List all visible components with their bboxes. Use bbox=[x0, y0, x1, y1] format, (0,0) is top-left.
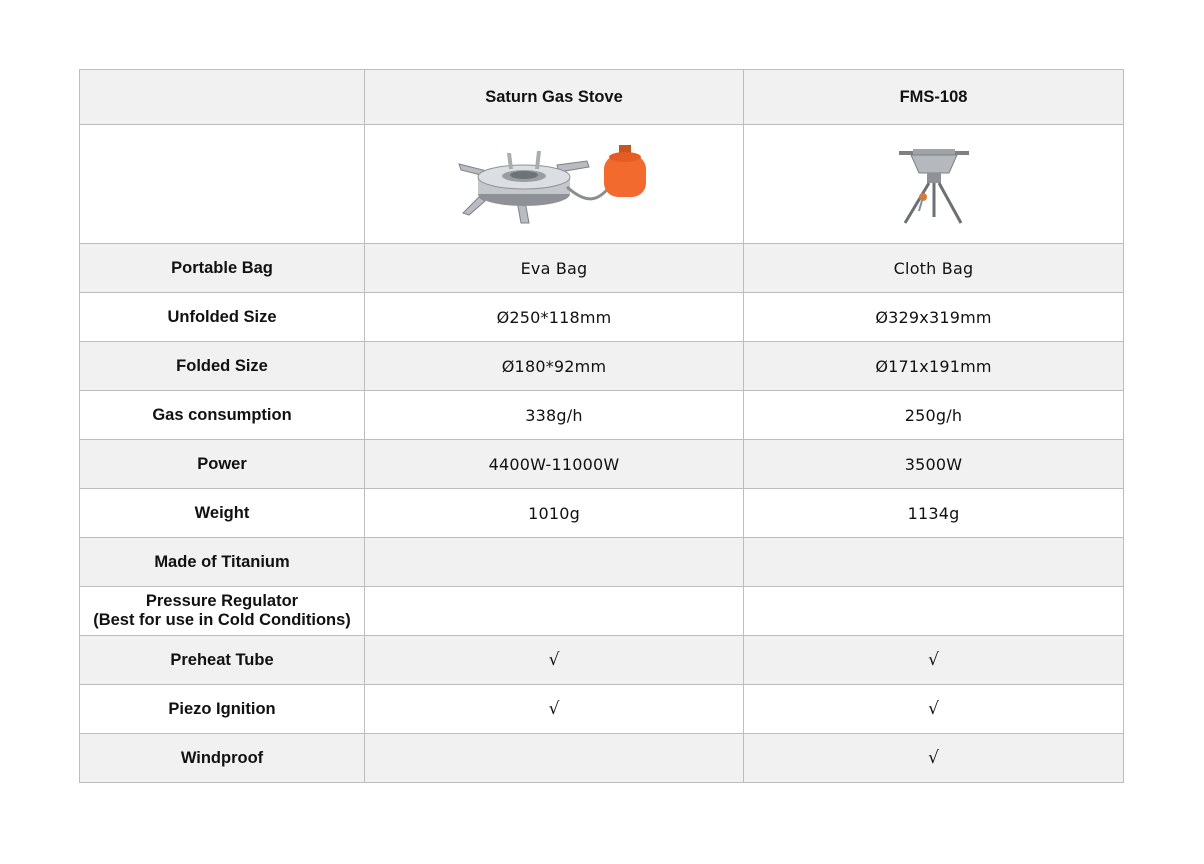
saturn-value: 4400W-11000W bbox=[365, 440, 744, 489]
column-header-fms-108: FMS-108 bbox=[744, 70, 1124, 125]
column-header-saturn: Saturn Gas Stove bbox=[365, 70, 744, 125]
row-label: Preheat Tube bbox=[80, 636, 365, 685]
saturn-check-mark: √ bbox=[365, 636, 744, 685]
table-row bbox=[80, 342, 1124, 391]
saturn-check-mark bbox=[365, 734, 744, 783]
comparison-table-container bbox=[79, 69, 1123, 783]
image-row bbox=[80, 125, 1124, 244]
table-row bbox=[80, 244, 1124, 293]
table-row bbox=[80, 636, 1124, 685]
row-label: Portable Bag bbox=[80, 244, 365, 293]
row-label-line-1: Pressure Regulator bbox=[145, 592, 299, 610]
fms-108-check-mark: √ bbox=[744, 685, 1124, 734]
fms-108-value: 1134g bbox=[744, 489, 1124, 538]
table-row bbox=[80, 293, 1124, 342]
table-row bbox=[80, 391, 1124, 440]
fms-108-value: Cloth Bag bbox=[744, 244, 1124, 293]
saturn-value: 1010g bbox=[365, 489, 744, 538]
row-label: Made of Titanium bbox=[80, 538, 365, 587]
image-row-empty-cell bbox=[80, 125, 365, 244]
comparison-table bbox=[79, 69, 1124, 783]
saturn-value: Ø180*92mm bbox=[365, 342, 744, 391]
saturn-value bbox=[365, 538, 744, 587]
saturn-image-cell bbox=[365, 125, 744, 244]
saturn-value bbox=[365, 587, 744, 636]
fms-108-value bbox=[744, 538, 1124, 587]
row-label: Power bbox=[80, 440, 365, 489]
row-label-line-2: (Best for use in Cold Conditions) bbox=[93, 611, 351, 629]
fms-108-value: 250g/h bbox=[744, 391, 1124, 440]
fms-108-image-cell bbox=[744, 125, 1124, 244]
saturn-value: Eva Bag bbox=[365, 244, 744, 293]
saturn-value: Ø250*118mm bbox=[365, 293, 744, 342]
fms-108-check-mark: √ bbox=[744, 636, 1124, 685]
row-label: Weight bbox=[80, 489, 365, 538]
row-label: Windproof bbox=[80, 734, 365, 783]
fms-108-value: Ø329x319mm bbox=[744, 293, 1124, 342]
fms-108-stove-image bbox=[889, 139, 979, 229]
table-row bbox=[80, 734, 1124, 783]
table-row bbox=[80, 587, 1124, 636]
fms-108-check-mark: √ bbox=[744, 734, 1124, 783]
header-row bbox=[80, 70, 1124, 125]
table-row bbox=[80, 685, 1124, 734]
header-empty-cell bbox=[80, 70, 365, 125]
saturn-check-mark: √ bbox=[365, 685, 744, 734]
row-label: Unfolded Size bbox=[80, 293, 365, 342]
row-label: Folded Size bbox=[80, 342, 365, 391]
row-label bbox=[80, 587, 365, 636]
saturn-value: 338g/h bbox=[365, 391, 744, 440]
table-row bbox=[80, 440, 1124, 489]
table-row bbox=[80, 489, 1124, 538]
fms-108-value: 3500W bbox=[744, 440, 1124, 489]
fms-108-value: Ø171x191mm bbox=[744, 342, 1124, 391]
fms-108-value bbox=[744, 587, 1124, 636]
table-row bbox=[80, 538, 1124, 587]
row-label: Gas consumption bbox=[80, 391, 365, 440]
row-label: Piezo Ignition bbox=[80, 685, 365, 734]
saturn-stove-image bbox=[449, 139, 659, 229]
